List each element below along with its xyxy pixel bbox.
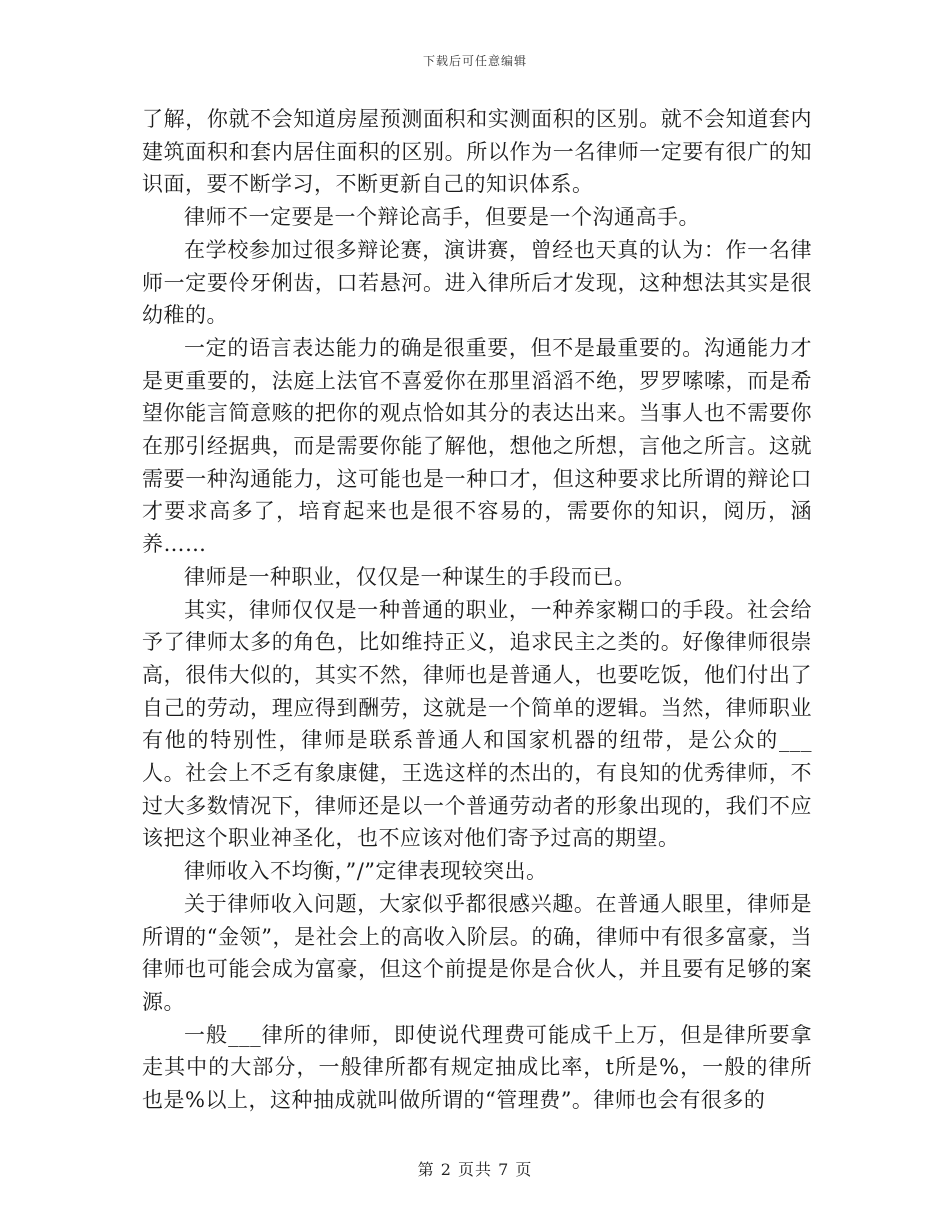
- paragraph: 关于律师收入问题，大家似乎都很感兴趣。在普通人眼里，律师是所谓的“金领”，是社会上的高收入阶层。的确，律师中有很多富豪，当律师也可能会成为富豪，但这个前提是你是合伙人，并且要有足够的案源。: [142, 891, 812, 1014]
- page-number: 第 2 页共 7 页: [417, 1160, 533, 1179]
- paragraph: 了解，你就不会知道房屋预测面积和实测面积的区别。就不会知道套内建筑面积和套内居住面积的区别。所以作为一名律师一定要有很广的知识面，要不断学习，不断更新自己的知识体系。: [142, 107, 812, 197]
- document-body: [142, 103, 812, 1117]
- paragraph: 在学校参加过很多辩论赛，演讲赛，曾经也天真的认为：作一名律师一定要伶牙俐齿，口若悬河。进入律所后才发现，这种想法其实是很幼稚的。: [142, 237, 812, 328]
- paragraph: 律师是一种职业，仅仅是一种谋生的手段而已。: [184, 564, 636, 589]
- paragraph: 律师收入不均衡，”/”定律表现较突出。: [184, 859, 548, 884]
- paragraph: 一定的语言表达能力的确是很重要，但不是最重要的。沟通能力才是更重要的，法庭上法官不喜爱你在那里滔滔不绝，罗罗嗦嗦，而是希望你能言简意赅的把你的观点恰如其分的表达出来。当事人也不需要你在那引经据典，而是需要你能了解他，想他之所想，言他之所言。这就需要一种沟通能力，这可能也是一种口才，但这种要求比所谓的辩论口才要求高多了，培育起来也是很不容易的，需要你的知识，阅历，涵养……: [142, 335, 812, 557]
- paragraph: 一般___律所的律师，即使说代理费可能成千上万，但是律所要拿走其中的大部分，一般律所都有规定抽成比率，t所是%，一般的律所也是%以上，这种抽成就叫做所谓的“管理费”。律师也会有很多的: [142, 1022, 812, 1113]
- paragraph: 律师不一定要是一个辩论高手，但要是一个沟通高手。: [184, 205, 700, 230]
- page-header: 下载后可任意编辑: [422, 54, 527, 68]
- paragraph: 其实，律师仅仅是一种普通的职业，一种养家糊口的手段。社会给予了律师太多的角色，比如维持正义，追求民主之类的。好像律师很崇高，很伟大似的，其实不然，律师也是普通人，也要吃饭，他们付出了自己的劳动，理应得到酬劳，这就是一个简单的逻辑。当然，律师职业有他的特别性，律师是联系普通人和国家机器的纽带，是公众的___人。社会上不乏有象康健，王选这样的杰出的，有良知的优秀律师，不过大多数情况下，律师还是以一个普通劳动者的形象出现的，我们不应该把这个职业神圣化，也不应该对他们寄予过高的期望。: [142, 597, 812, 851]
